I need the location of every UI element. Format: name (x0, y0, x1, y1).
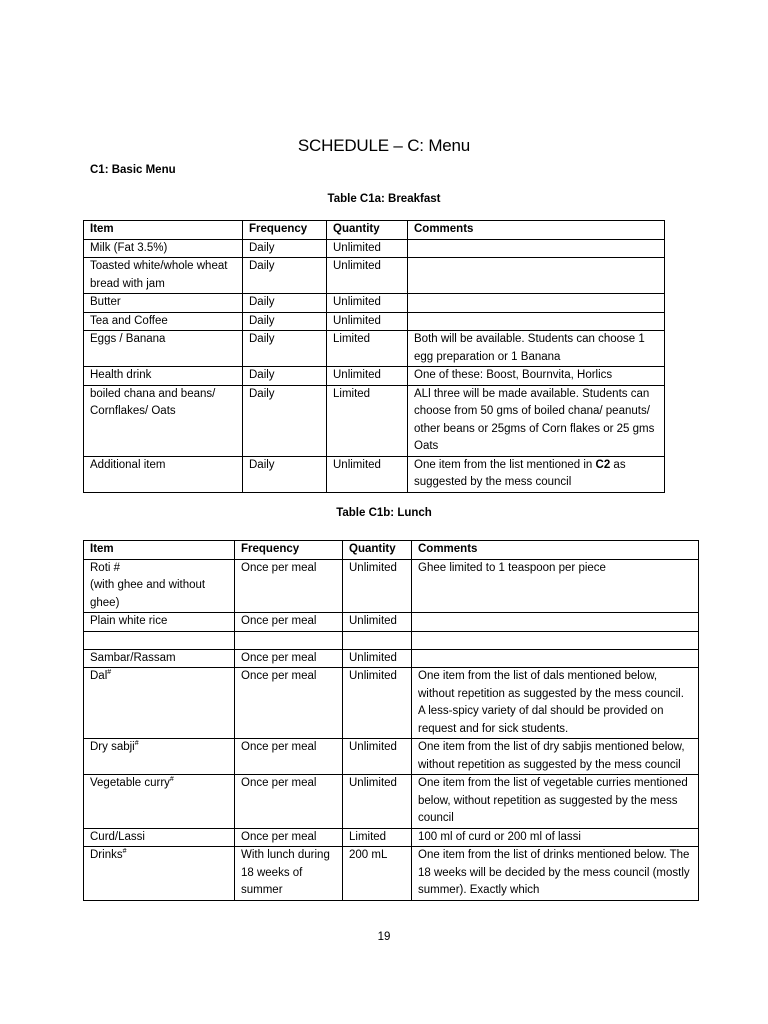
header-quantity: Quantity (343, 541, 412, 560)
cell-quantity: Unlimited (327, 367, 408, 386)
cell-item: Plain white rice (84, 613, 235, 632)
cell-comments (412, 613, 699, 632)
header-item: Item (84, 541, 235, 560)
cell-item: Health drink (84, 367, 243, 386)
cell-comments: Ghee limited to 1 teaspoon per piece (412, 559, 699, 613)
cell-quantity: Unlimited (343, 649, 412, 668)
cell-comments: One of these: Boost, Bournvita, Horlics (408, 367, 665, 386)
table-row (84, 385, 665, 456)
header-frequency: Frequency (243, 221, 327, 240)
item-label: Dal (90, 670, 108, 682)
cell-comments (408, 312, 665, 331)
table-header-row (84, 221, 665, 240)
superscript-mark: # (107, 669, 112, 677)
cell-quantity: Unlimited (327, 258, 408, 294)
cell-comments: One item from the list of drinks mentioned below. The 18 weeks will be decided by the mess council (mostly summer). Exactly which (412, 847, 699, 901)
cell-frequency: Daily (243, 239, 327, 258)
header-comments: Comments (408, 221, 665, 240)
dal-comment: One item from the list of dals mentioned below, without repetition as suggested by the mess council. (418, 670, 684, 700)
cell-comments (408, 239, 665, 258)
cell-frequency: Daily (243, 312, 327, 331)
item-label: Vegetable curry (90, 777, 170, 789)
table-row (84, 739, 699, 775)
cell-frequency: Daily (243, 294, 327, 313)
superscript-mark: # (122, 848, 127, 856)
dal-comment-extra: A less-spicy variety of dal should be provided on request and for sick students. (418, 705, 664, 735)
cell-item: Additional item (84, 456, 243, 492)
breakfast-table (83, 220, 665, 493)
cell-comments (408, 456, 665, 492)
cell-frequency: Once per meal (235, 668, 343, 739)
cell-quantity: Limited (343, 828, 412, 847)
cell-quantity: Unlimited (327, 239, 408, 258)
table-row (84, 456, 665, 492)
table-row (84, 312, 665, 331)
cell-item: Milk (Fat 3.5%) (84, 239, 243, 258)
cell-frequency: Once per meal (235, 828, 343, 847)
cell-item: boiled chana and beans/ Cornflakes/ Oats (84, 385, 243, 456)
cell-item: Toasted white/whole wheat bread with jam (84, 258, 243, 294)
table-row (84, 847, 699, 901)
roti-line-2: (with ghee and without ghee) (90, 579, 206, 609)
table-row (84, 239, 665, 258)
cell-item (84, 775, 235, 829)
cell-item (84, 631, 235, 649)
table-row (84, 559, 699, 613)
cell-frequency: Daily (243, 367, 327, 386)
table-row (84, 331, 665, 367)
page-number: 19 (377, 931, 391, 943)
cell-quantity (343, 631, 412, 649)
cell-frequency: Once per meal (235, 613, 343, 632)
cell-frequency: With lunch during 18 weeks of summer (235, 847, 343, 901)
cell-comments-text: One item from the list mentioned in C2 as suggested by the mess council (414, 458, 626, 488)
cell-quantity: Unlimited (343, 559, 412, 613)
table-row (84, 294, 665, 313)
table-row (84, 367, 665, 386)
bold-reference: C2 (595, 458, 611, 471)
table-row (84, 775, 699, 829)
cell-item (84, 847, 235, 901)
header-item: Item (84, 221, 243, 240)
header-comments: Comments (412, 541, 699, 560)
cell-comments (412, 649, 699, 668)
cell-frequency: Daily (243, 456, 327, 492)
header-frequency: Frequency (235, 541, 343, 560)
cell-comments: 100 ml of curd or 200 ml of lassi (412, 828, 699, 847)
cell-item: Butter (84, 294, 243, 313)
cell-frequency: Daily (243, 385, 327, 456)
item-label: Dry sabji (90, 741, 135, 753)
table-row (84, 631, 699, 649)
superscript-mark: # (134, 740, 139, 748)
cell-frequency: Daily (243, 331, 327, 367)
cell-comments: One item from the list of vegetable curries mentioned below, without repetition as suggested by the mess council (412, 775, 699, 829)
cell-item (84, 739, 235, 775)
cell-comments: One item from the list of dry sabjis mentioned below, without repetition as suggested by the mess council (412, 739, 699, 775)
cell-item (84, 559, 235, 613)
cell-comments: ALl three will be made available. Students can choose from 50 gms of boiled chana/ peanuts/ other beans or 25gms of Corn flakes or 25 gms Oats (408, 385, 665, 456)
cell-item: Curd/Lassi (84, 828, 235, 847)
cell-comments (412, 631, 699, 649)
cell-comments (412, 668, 699, 739)
cell-quantity: Unlimited (327, 294, 408, 313)
cell-frequency: Once per meal (235, 649, 343, 668)
table-row (84, 613, 699, 632)
table-header-row (84, 541, 699, 560)
lunch-table-caption: Table C1b: Lunch (336, 507, 432, 519)
table-row (84, 258, 665, 294)
cell-quantity: Unlimited (327, 456, 408, 492)
cell-quantity: Limited (327, 331, 408, 367)
table-row (84, 828, 699, 847)
cell-frequency: Once per meal (235, 775, 343, 829)
table-row (84, 649, 699, 668)
superscript-mark: # (169, 776, 174, 784)
cell-frequency: Once per meal (235, 559, 343, 613)
page-title: SCHEDULE – C: Menu (297, 136, 471, 155)
header-quantity: Quantity (327, 221, 408, 240)
table-row (84, 668, 699, 739)
cell-quantity: Unlimited (343, 613, 412, 632)
cell-frequency (235, 631, 343, 649)
breakfast-table-caption: Table C1a: Breakfast (327, 193, 441, 205)
cell-comments (408, 294, 665, 313)
roti-line-1: Roti # (90, 561, 121, 574)
cell-quantity: Unlimited (343, 668, 412, 739)
cell-item: Eggs / Banana (84, 331, 243, 367)
cell-comments: Both will be available. Students can choose 1 egg preparation or 1 Banana (408, 331, 665, 367)
cell-frequency: Daily (243, 258, 327, 294)
cell-item (84, 668, 235, 739)
cell-quantity: Limited (327, 385, 408, 456)
cell-comments (408, 258, 665, 294)
cell-quantity: Unlimited (343, 775, 412, 829)
lunch-table (83, 540, 699, 901)
cell-frequency: Once per meal (235, 739, 343, 775)
cell-quantity: Unlimited (343, 739, 412, 775)
cell-item: Sambar/Rassam (84, 649, 235, 668)
section-heading: C1: Basic Menu (90, 164, 176, 176)
cell-item: Tea and Coffee (84, 312, 243, 331)
item-label: Drinks (90, 849, 123, 861)
cell-quantity: Unlimited (327, 312, 408, 331)
cell-quantity: 200 mL (343, 847, 412, 901)
